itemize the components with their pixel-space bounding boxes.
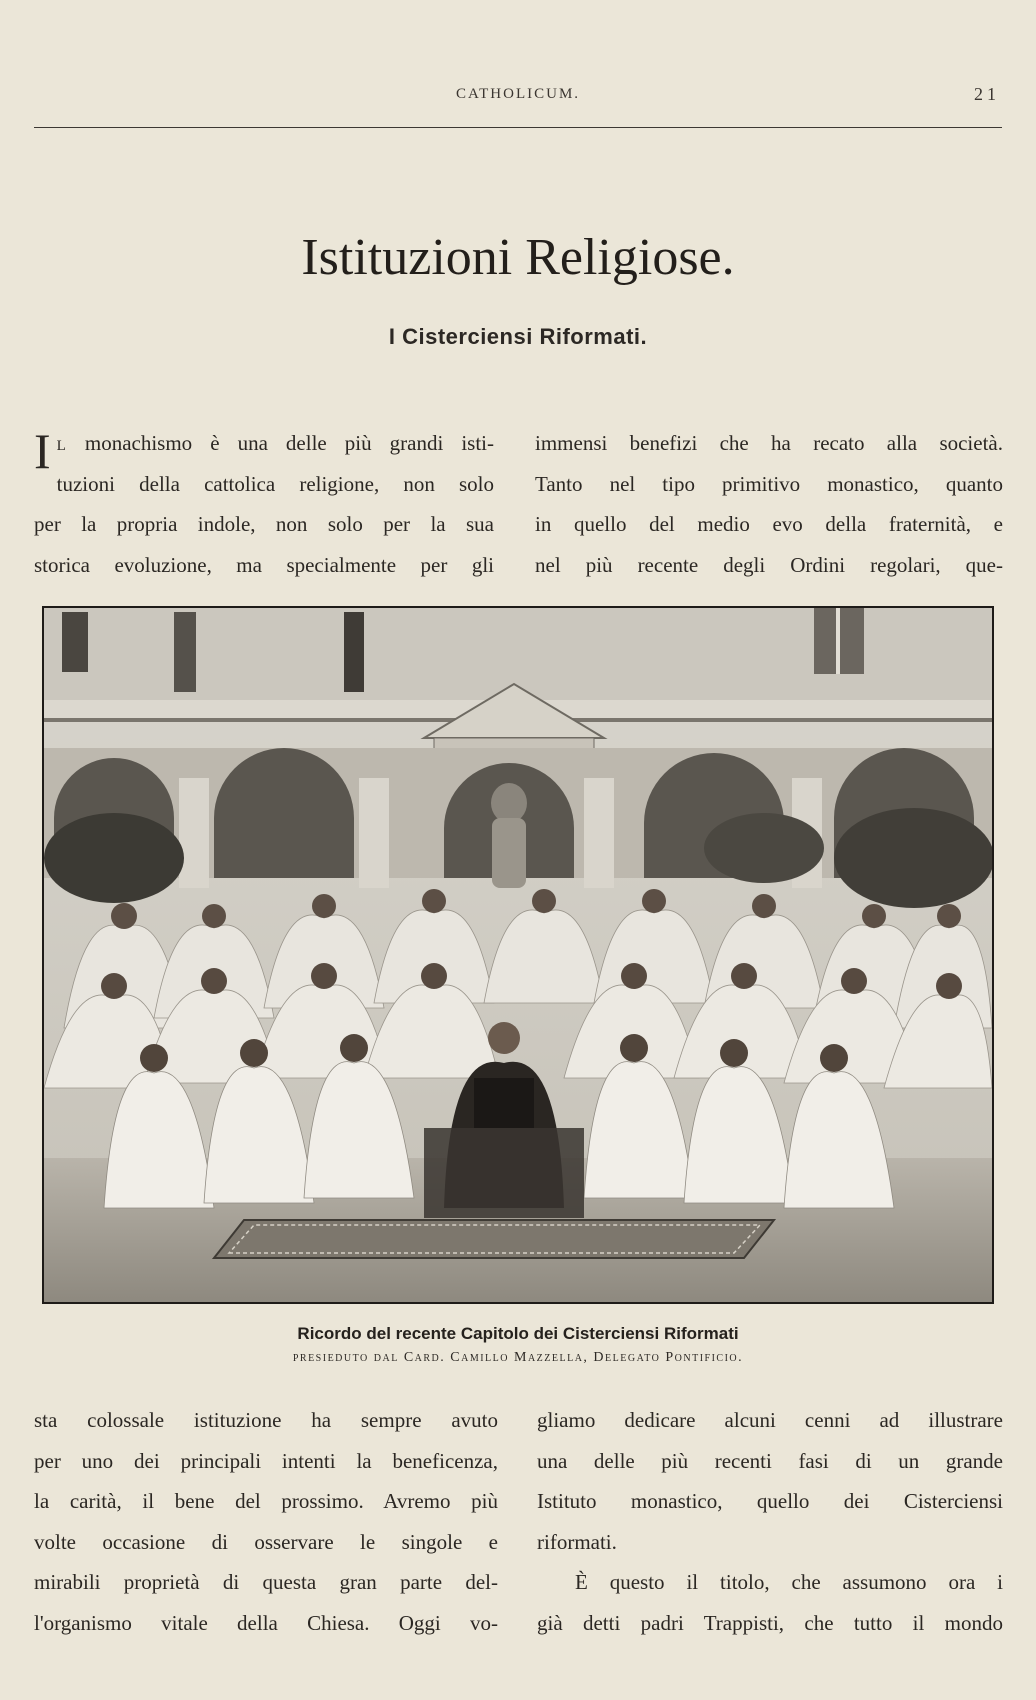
- text-line: volte occasione di osservare le singole e: [34, 1529, 498, 1554]
- group-photograph: [42, 606, 994, 1304]
- text-line: Istituto monastico, quello dei Cisterciensi: [537, 1489, 1003, 1513]
- text-column-bottom-left: [34, 1400, 498, 1643]
- text-fragment: monachismo è una delle più grandi isti-: [66, 431, 494, 455]
- text-fragment: È questo il titolo, che assumono ora i: [575, 1570, 1003, 1594]
- text-column-top-left: [34, 423, 494, 585]
- text-line: Tanto nel tipo primitivo monastico, quanto: [535, 471, 1003, 496]
- drop-cap: I: [34, 423, 51, 479]
- text-line: sta colossale istituzione ha sempre avuto: [34, 1408, 498, 1432]
- text-line: per uno dei principali intenti la beneficenza,: [34, 1448, 498, 1473]
- text-line: già detti padri Trappisti, che tutto il mondo: [537, 1610, 1003, 1635]
- text-line: storica evoluzione, ma specialmente per gli: [34, 552, 494, 577]
- text-line: [34, 423, 494, 464]
- running-head: [34, 86, 1002, 114]
- text-line: immensi benefizi che ha recato alla società.: [535, 431, 1003, 455]
- text-line: gliamo dedicare alcuni cenni ad illustrare: [537, 1408, 1003, 1432]
- article-subtitle: I Cisterciensi Riformati.: [388, 324, 648, 349]
- text-line: nel più recente degli Ordini regolari, que-: [535, 552, 1003, 577]
- text-line: la carità, il bene del prossimo. Avremo più: [34, 1489, 498, 1513]
- text-line-indented: [537, 1562, 1003, 1603]
- text-line: in quello del medio evo della fraternità, e: [535, 512, 1003, 536]
- running-title: CATHOLICUM.: [455, 86, 581, 102]
- photo-caption: Ricordo del recente Capitolo dei Cisterciensi Riformati: [297, 1324, 739, 1343]
- text-line: tuzioni della cattolica religione, non solo: [56, 471, 494, 496]
- text-line: mirabili proprietà di questa gran parte del-: [34, 1570, 498, 1594]
- text-column-top-right: [535, 423, 1003, 585]
- text-line: l'organismo vitale della Chiesa. Oggi vo-: [34, 1610, 498, 1635]
- text-line: per la propria indole, non solo per la sua: [34, 512, 494, 536]
- text-line: una delle più recenti fasi di un grande: [537, 1448, 1003, 1473]
- photograph-illustration: [44, 608, 992, 1302]
- article-title: Istituzioni Religiose.: [301, 229, 735, 286]
- text-line: riformati.: [537, 1529, 617, 1554]
- text-column-bottom-right: [537, 1400, 1003, 1643]
- smallcaps-letter: L: [56, 438, 67, 454]
- page-number: 21: [974, 84, 1000, 104]
- photo-caption-subtitle: presieduto dal Card. Camillo Mazzella, Delegato Pontificio.: [292, 1350, 744, 1365]
- header-rule: [34, 127, 1002, 128]
